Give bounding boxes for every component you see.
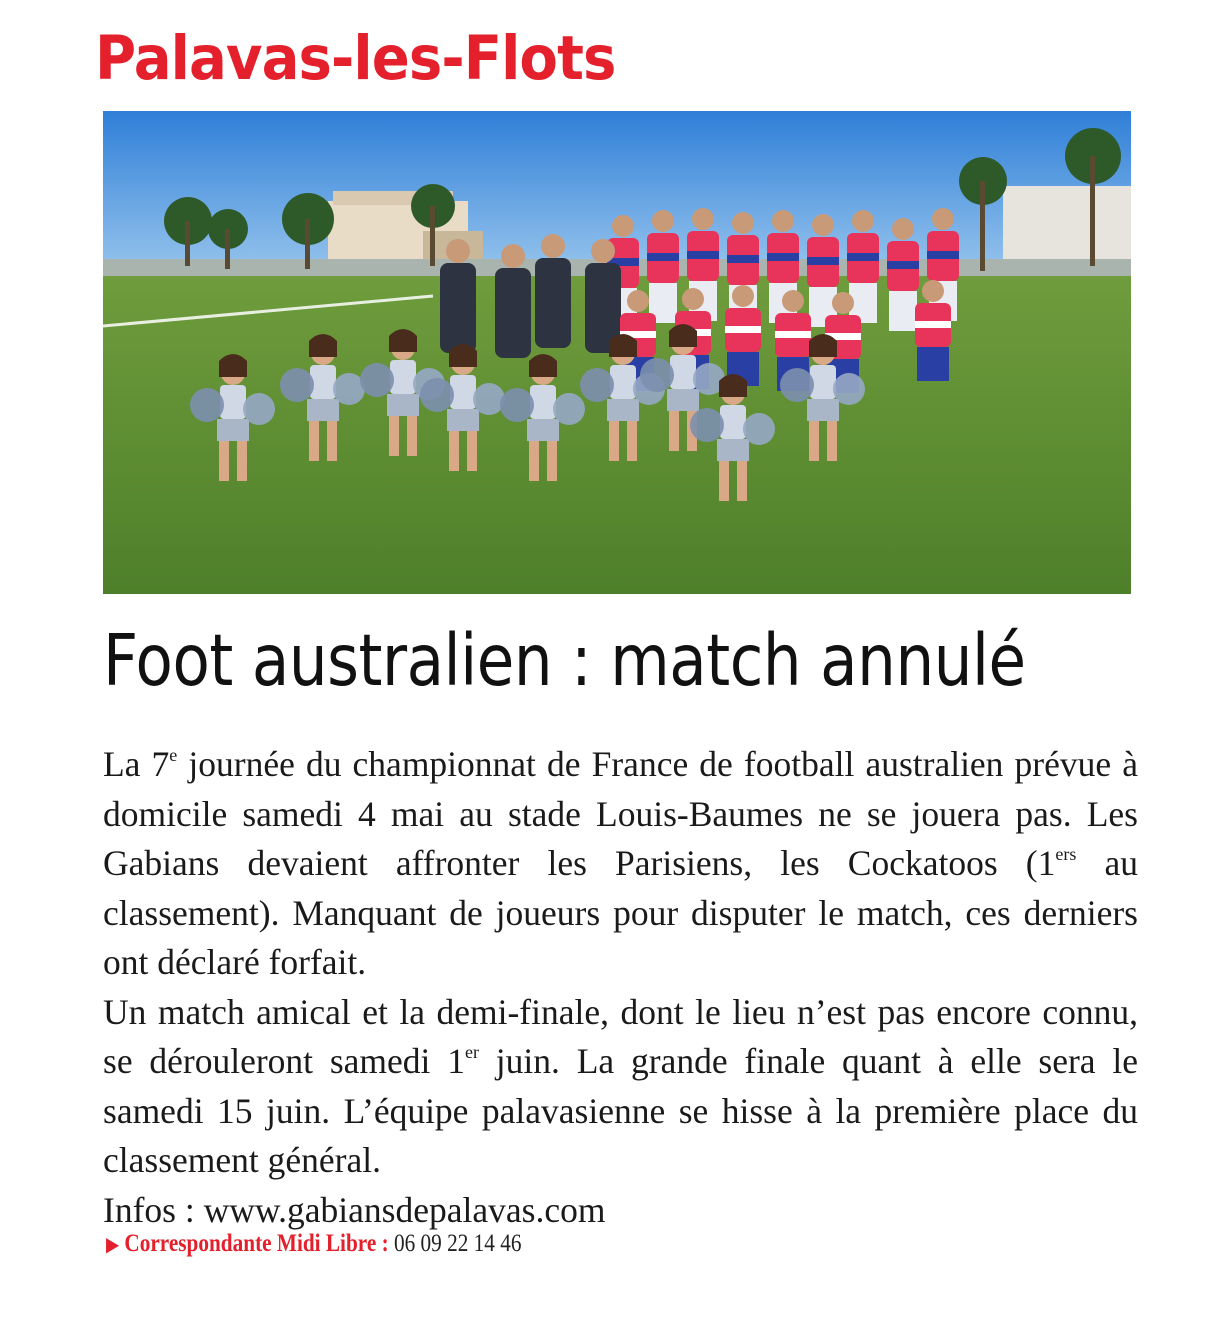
- triangle-icon: ▶: [106, 1234, 120, 1256]
- building: [1003, 186, 1131, 271]
- article-body: [103, 740, 1138, 1235]
- article-headline: Foot australien : match annulé: [103, 619, 1026, 702]
- article-paragraph-2: Un match amical et la demi-finale, dont le lieu n’est pas encore connu, se dérouleront samedi 1er juin. La grande finale quant à elle sera le samedi 15 juin. L’équipe palavasienne se hisse à la première place du classement général.: [103, 991, 1138, 1180]
- article-paragraph-1: La 7e journée du championnat de France de football australien prévue à domicile samedi 4 mai au stade Louis-Baumes ne se jouera pas. Les Gabians devaient affronter les Parisiens, les Cockatoos (1ers au classement). Manquant de joueurs pour disputer le match, ces derniers ont déclaré forfait.: [103, 744, 1138, 982]
- section-town-heading: Palavas-les-Flots: [95, 23, 616, 94]
- team-photo: [103, 111, 1131, 594]
- team-photo-image: [103, 111, 1131, 594]
- credit-label: Correspondante Midi Libre :: [124, 1230, 389, 1257]
- correspondent-credit: [106, 1226, 521, 1263]
- credit-phone: 06 09 22 14 46: [388, 1230, 522, 1257]
- article-info-line: Infos : www.gabiansdepalavas.com: [103, 1189, 606, 1230]
